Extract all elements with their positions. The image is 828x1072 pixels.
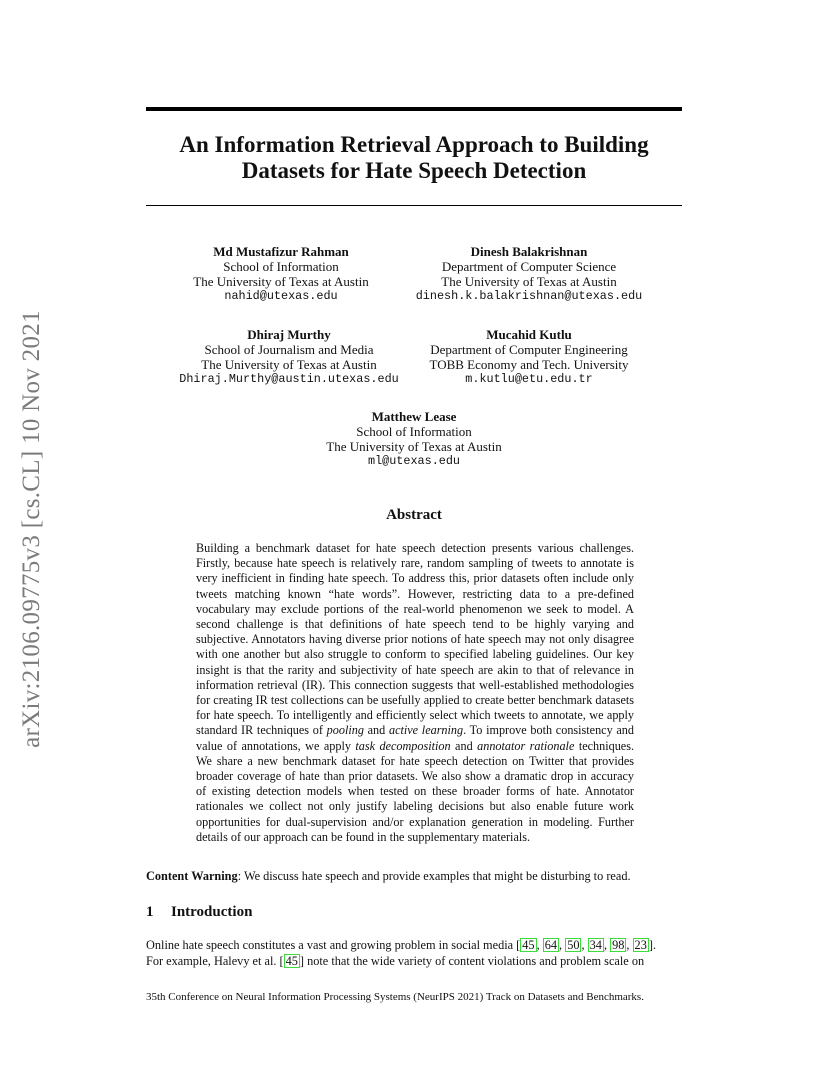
author-department: School of Information — [223, 259, 339, 274]
intro-text: Online hate speech constitutes a vast and growing problem in social media [ — [146, 938, 521, 952]
intro-text: ] note that the wide variety of content violations and problem scale on — [299, 954, 645, 968]
author-university: TOBB Economy and Tech. University — [429, 357, 629, 372]
author-name: Matthew Lease — [371, 409, 457, 424]
abstract-part: techniques. We share a new benchmark dataset for hate speech detection on Twitter that provides broader coverage of hate than prior datasets. We also show a dramatic drop in accuracy of existing detection models when tested on these broader forms of hate. Annotator rationales we collect not only justify labeling decisions but also enable future work opportunities for dual-supervision and/or explanation generation in modeling. Further details of our approach can be found in the supplementary materials. — [196, 738, 634, 844]
author-university: The University of Texas at Austin — [326, 439, 502, 454]
author-block — [286, 409, 542, 469]
citation-link[interactable]: 50 — [567, 938, 580, 952]
abstract-text — [196, 541, 634, 845]
abstract-emphasis: task decomposition — [355, 738, 451, 753]
title-rule-bottom — [146, 205, 682, 206]
author-name: Dinesh Balakrishnan — [470, 244, 588, 259]
author-department: Department of Computer Science — [441, 259, 617, 274]
section-title: Introduction — [171, 904, 253, 920]
title-line-2: Datasets for Hate Speech Detection — [241, 158, 587, 183]
abstract-emphasis: annotator rationale — [477, 738, 575, 753]
author-name: Dhiraj Murthy — [247, 327, 331, 342]
title-line-1: An Information Retrieval Approach to Building — [179, 132, 649, 157]
intro-line-2 — [146, 953, 682, 969]
author-email[interactable]: nahid@utexas.edu — [224, 289, 338, 303]
abstract-emphasis: pooling — [326, 723, 364, 738]
author-name: Mucahid Kutlu — [486, 327, 572, 342]
conference-footnote: 35th Conference on Neural Information Processing Systems (NeurIPS 2021) Track on Datasets and Benchmarks. — [146, 991, 644, 1003]
author-email[interactable]: ml@utexas.edu — [367, 454, 461, 468]
author-email[interactable]: m.kutlu@etu.edu.tr — [465, 372, 593, 386]
warning-text: : We discuss hate speech and provide examples that might be disturbing to read. — [237, 869, 631, 883]
citation-link[interactable]: 45 — [285, 954, 298, 968]
author-email[interactable]: dinesh.k.balakrishnan@utexas.edu — [415, 289, 643, 303]
author-department: School of Journalism and Media — [204, 342, 374, 357]
intro-line-1: Online hate speech constitutes a vast and growing problem in social media [ 45 , 64 , 50 , 34 , 98 , 23 ]. — [146, 938, 657, 952]
warning-label: Content Warning — [146, 869, 238, 883]
abstract-part: . To improve both consistency and value of annotations, we apply — [196, 723, 634, 753]
author-block — [146, 244, 416, 304]
author-email[interactable]: Dhiraj.Murthy@austin.utexas.edu — [179, 372, 399, 386]
citation-link[interactable]: 23 — [634, 938, 647, 952]
citation-link[interactable]: 34 — [589, 938, 602, 952]
abstract-emphasis: active learning — [388, 723, 464, 738]
author-university: The University of Texas at Austin — [193, 274, 369, 289]
abstract-part: and — [450, 738, 478, 753]
citation-link[interactable]: 64 — [544, 938, 558, 952]
arxiv-identifier: arXiv:2106.09775v3 [cs.CL] 10 Nov 2021 — [18, 310, 45, 748]
abstract-heading: Abstract — [386, 507, 442, 523]
citation-link[interactable]: 45 — [522, 938, 535, 952]
author-university: The University of Texas at Austin — [201, 357, 377, 372]
abstract-part: and — [363, 723, 389, 738]
paper-title — [146, 132, 682, 184]
arxiv-stamp — [12, 289, 52, 769]
introduction-text — [146, 937, 682, 969]
author-university: The University of Texas at Austin — [441, 274, 617, 289]
content-warning — [146, 869, 686, 884]
intro-text: ]. — [648, 938, 657, 952]
section-number: 1 — [146, 904, 154, 920]
title-rule-top — [146, 107, 682, 111]
intro-text: For example, Halevy et al. [ — [146, 954, 284, 968]
section-heading — [146, 904, 252, 921]
author-block — [416, 327, 642, 387]
author-department: Department of Computer Engineering — [430, 342, 628, 357]
author-block — [146, 327, 432, 387]
author-block — [396, 244, 662, 304]
author-department: School of Information — [356, 424, 472, 439]
abstract-part: Building a benchmark dataset for hate speech detection presents various challenges. Firstly, because hate speech is relatively rare, random sampling of tweets to annotate is very inefficient in finding hate speech. To address this, prior datasets often include only tweets matching known “hate words”. However, restricting data to a pre-defined vocabulary may exclude portions of the real-world phenomenon we seek to model. A second challenge is that definitions of hate speech tend to be highly varying and subjective. Annotators having diverse prior notions of hate speech may not only disagree with one another but also struggle to conform to specified labeling guidelines. Our key insight is that the rarity and subjectivity of hate speech are akin to that of relevance in information retrieval (IR). This connection suggests that well-established methodologies for creating IR test collections can be usefully applied to create better benchmark datasets for hate speech. To intelligently and efficiently select which tweets to annotate, we apply standard IR techniques of — [196, 541, 634, 738]
citation-link[interactable]: 98 — [612, 938, 625, 952]
author-name: Md Mustafizur Rahman — [213, 244, 349, 259]
